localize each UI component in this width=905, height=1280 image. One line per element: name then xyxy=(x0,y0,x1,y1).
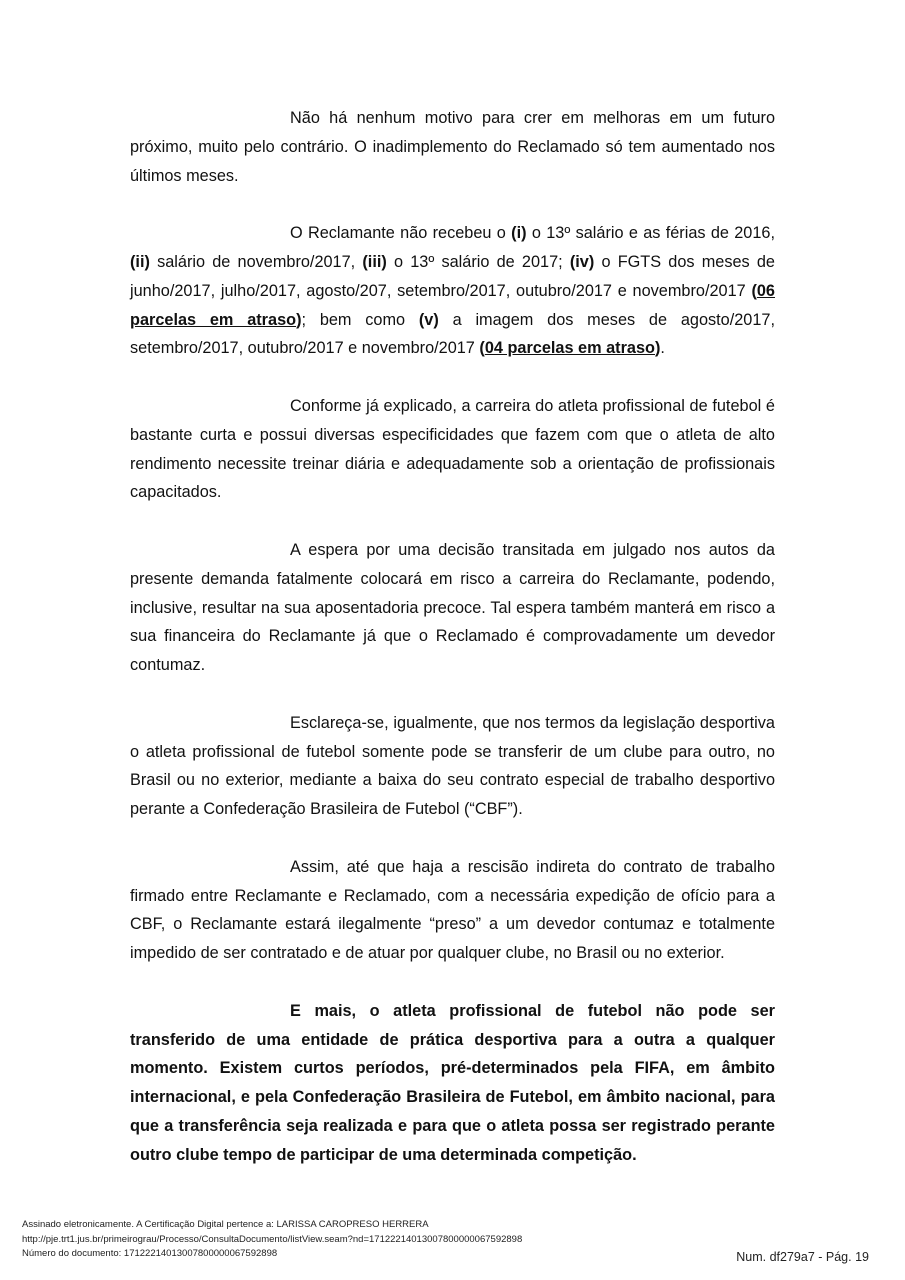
paragraph-4 xyxy=(130,536,775,680)
paragraph-6-text: Assim, até que haja a rescisão indireta do contrato de trabalho firmado entre Reclamante e Reclamado, com a necessária expedição de ofício para a CBF, o Reclamante estará ilegalmente “preso” a um devedor contumaz e totalmente impedido de ser contratado e de atuar por qualquer clube, no Brasil ou no exterior. xyxy=(130,857,775,963)
p2-item-i: (i) xyxy=(511,224,527,243)
document-body xyxy=(130,104,775,1169)
paragraph-3-text: Conforme já explicado, a carreira do atleta profissional de futebol é bastante curta e possui diversas especificidades que fazem com que o atleta de alto rendimento necessite treinar diária e adequadamente sob a orientação de profissionais capacitados. xyxy=(130,396,775,502)
paragraph-7 xyxy=(130,997,775,1170)
p2-emphasis-04-parcelas: 04 parcelas em atraso xyxy=(484,339,655,358)
p2-item-iv: (iv) xyxy=(569,252,595,271)
p2-text-6: ; bem como xyxy=(301,310,419,329)
p2-text-8: . xyxy=(660,339,665,358)
signature-footer xyxy=(22,1218,522,1262)
document-url: http://pje.trt1.jus.br/primeirograu/Processo/ConsultaDocumento/listView.seam?nd=17122214013007800000067592898 xyxy=(22,1233,523,1245)
p2-text-3: salário de novembro/2017, xyxy=(149,252,363,271)
p2-text-4: o 13º salário de 2017; xyxy=(386,252,570,271)
paragraph-6 xyxy=(130,853,775,968)
p2-item-iii: (iii) xyxy=(362,252,387,271)
signature-line: Assinado eletronicamente. A Certificação Digital pertence a: LARISSA CAROPRESO HERRERA xyxy=(22,1219,429,1230)
p2-item-v: (v) xyxy=(418,310,439,329)
page-number: Num. df279a7 - Pág. 19 xyxy=(736,1250,869,1264)
p2-item-ii: (ii) xyxy=(130,252,150,271)
p2-text-7: a imagem dos meses de agosto/2017, setembro/2017, outubro/2017 e novembro/2017 xyxy=(130,310,775,358)
p2-paren-open-1: ( xyxy=(751,281,757,300)
paragraph-2 xyxy=(130,219,775,363)
paragraph-5 xyxy=(130,709,775,824)
paragraph-3 xyxy=(130,392,775,507)
p2-text-5: o FGTS dos meses de junho/2017, julho/2017, agosto/207, setembro/2017, outubro/2017 e novembro/2017 xyxy=(130,252,775,300)
p2-text-2: o 13º salário e as férias de 2016, xyxy=(526,224,775,243)
paragraph-4-text: A espera por uma decisão transitada em julgado nos autos da presente demanda fatalmente colocará em risco a carreira do Reclamante, podendo, inclusive, resultar na sua aposentadoria precoce. Tal espera também manterá em risco a sua financeira do Reclamante já que o Reclamado é comprovadamente um devedor contumaz. xyxy=(130,540,775,675)
paragraph-1-text: Não há nenhum motivo para crer em melhoras em um futuro próximo, muito pelo contrário. O inadimplemento do Reclamado só tem aumentado nos últimos meses. xyxy=(130,109,775,185)
p2-emphasis-06-parcelas: 06 parcelas em atraso xyxy=(130,281,775,329)
paragraph-5-text: Esclareça-se, igualmente, que nos termos da legislação desportiva o atleta profissional de futebol somente pode se transferir de um clube para outro, no Brasil ou no exterior, mediante a baixa do seu contrato especial de trabalho desportivo perante a Confederação Brasileira de Futebol (“CBF”). xyxy=(130,713,775,819)
p2-paren-close-1: ) xyxy=(296,310,302,329)
paragraph-7-text: E mais, o atleta profissional de futebol não pode ser transferido de uma entidade de prática desportiva para a outra a qualquer momento. Existem curtos períodos, pré-determinados pela FIFA, em âmbito internacional, e pela Confederação Brasileira de Futebol, em âmbito nacional, para que a transferência seja realizada e para que o atleta possa ser registrado perante outro clube tempo de participar de uma determinada competição. xyxy=(130,1001,775,1164)
p2-paren-close-2: ) xyxy=(654,339,661,358)
paragraph-1 xyxy=(130,104,775,190)
p2-text-1: O Reclamante não recebeu o xyxy=(290,224,512,243)
document-number: Número do documento: 17122214013007800000067592898 xyxy=(22,1248,278,1259)
p2-paren-open-2: ( xyxy=(479,339,485,358)
